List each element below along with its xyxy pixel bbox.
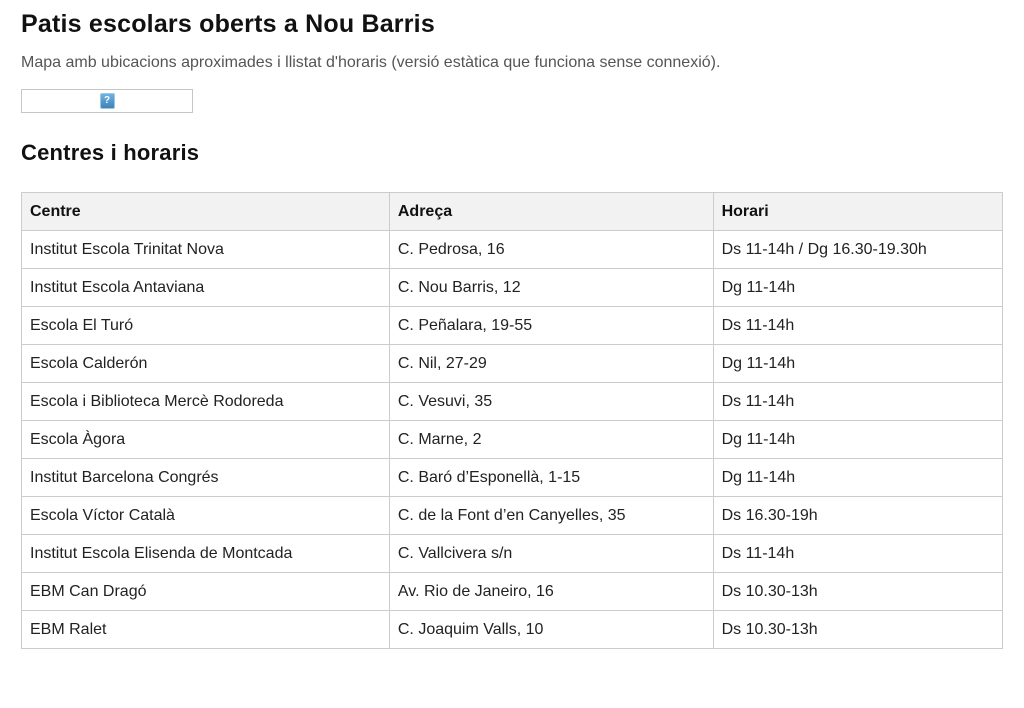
cell-centre: EBM Ralet bbox=[22, 611, 390, 649]
cell-adreca: C. Vesuvi, 35 bbox=[389, 383, 713, 421]
cell-horari: Ds 11-14h bbox=[713, 383, 1002, 421]
map-image-broken-placeholder bbox=[21, 89, 193, 113]
cell-horari: Ds 11-14h bbox=[713, 535, 1002, 573]
table-body bbox=[22, 231, 1003, 649]
table-row bbox=[22, 269, 1003, 307]
table-row bbox=[22, 307, 1003, 345]
cell-horari: Ds 11-14h / Dg 16.30-19.30h bbox=[713, 231, 1002, 269]
table-header-row bbox=[22, 193, 1003, 231]
cell-horari: Ds 10.30-13h bbox=[713, 611, 1002, 649]
centres-table bbox=[21, 192, 1003, 649]
section-title: Centres i horaris bbox=[21, 140, 200, 165]
table-row bbox=[22, 345, 1003, 383]
cell-adreca: C. Nou Barris, 12 bbox=[389, 269, 713, 307]
cell-centre: EBM Can Dragó bbox=[22, 573, 390, 611]
cell-adreca: C. Marne, 2 bbox=[389, 421, 713, 459]
table-row bbox=[22, 535, 1003, 573]
page-container bbox=[0, 9, 1024, 649]
table-row bbox=[22, 459, 1003, 497]
cell-adreca: Av. Rio de Janeiro, 16 bbox=[389, 573, 713, 611]
cell-centre: Escola El Turó bbox=[22, 307, 390, 345]
cell-adreca: C. Vallcivera s/n bbox=[389, 535, 713, 573]
page-title: Patis escolars oberts a Nou Barris bbox=[21, 10, 435, 38]
broken-image-icon: ? bbox=[100, 93, 115, 109]
cell-adreca: C. Baró d’Esponellà, 1-15 bbox=[389, 459, 713, 497]
cell-centre: Institut Escola Antaviana bbox=[22, 269, 390, 307]
cell-centre: Escola Calderón bbox=[22, 345, 390, 383]
cell-horari: Ds 16.30-19h bbox=[713, 497, 1002, 535]
cell-horari: Dg 11-14h bbox=[713, 459, 1002, 497]
cell-horari: Ds 10.30-13h bbox=[713, 573, 1002, 611]
column-header-adreca: Adreça bbox=[389, 193, 713, 231]
cell-horari: Dg 11-14h bbox=[713, 345, 1002, 383]
column-header-horari: Horari bbox=[713, 193, 1002, 231]
cell-horari: Dg 11-14h bbox=[713, 269, 1002, 307]
table-row bbox=[22, 497, 1003, 535]
cell-centre: Escola Víctor Català bbox=[22, 497, 390, 535]
cell-adreca: C. Peñalara, 19-55 bbox=[389, 307, 713, 345]
cell-adreca: C. Nil, 27-29 bbox=[389, 345, 713, 383]
cell-centre: Institut Escola Trinitat Nova bbox=[22, 231, 390, 269]
cell-horari: Ds 11-14h bbox=[713, 307, 1002, 345]
cell-adreca: C. Pedrosa, 16 bbox=[389, 231, 713, 269]
cell-adreca: C. Joaquim Valls, 10 bbox=[389, 611, 713, 649]
cell-centre: Institut Escola Elisenda de Montcada bbox=[22, 535, 390, 573]
cell-adreca: C. de la Font d’en Canyelles, 35 bbox=[389, 497, 713, 535]
cell-centre: Escola Àgora bbox=[22, 421, 390, 459]
table-row bbox=[22, 231, 1003, 269]
column-header-centre: Centre bbox=[22, 193, 390, 231]
cell-centre: Institut Barcelona Congrés bbox=[22, 459, 390, 497]
table-row bbox=[22, 611, 1003, 649]
page-subtitle: Mapa amb ubicacions aproximades i llistat d'horaris (versió estàtica que funciona sense connexió). bbox=[21, 54, 721, 71]
table-row bbox=[22, 383, 1003, 421]
cell-horari: Dg 11-14h bbox=[713, 421, 1002, 459]
table-row bbox=[22, 421, 1003, 459]
cell-centre: Escola i Biblioteca Mercè Rodoreda bbox=[22, 383, 390, 421]
table-header bbox=[22, 193, 1003, 231]
table-row bbox=[22, 573, 1003, 611]
